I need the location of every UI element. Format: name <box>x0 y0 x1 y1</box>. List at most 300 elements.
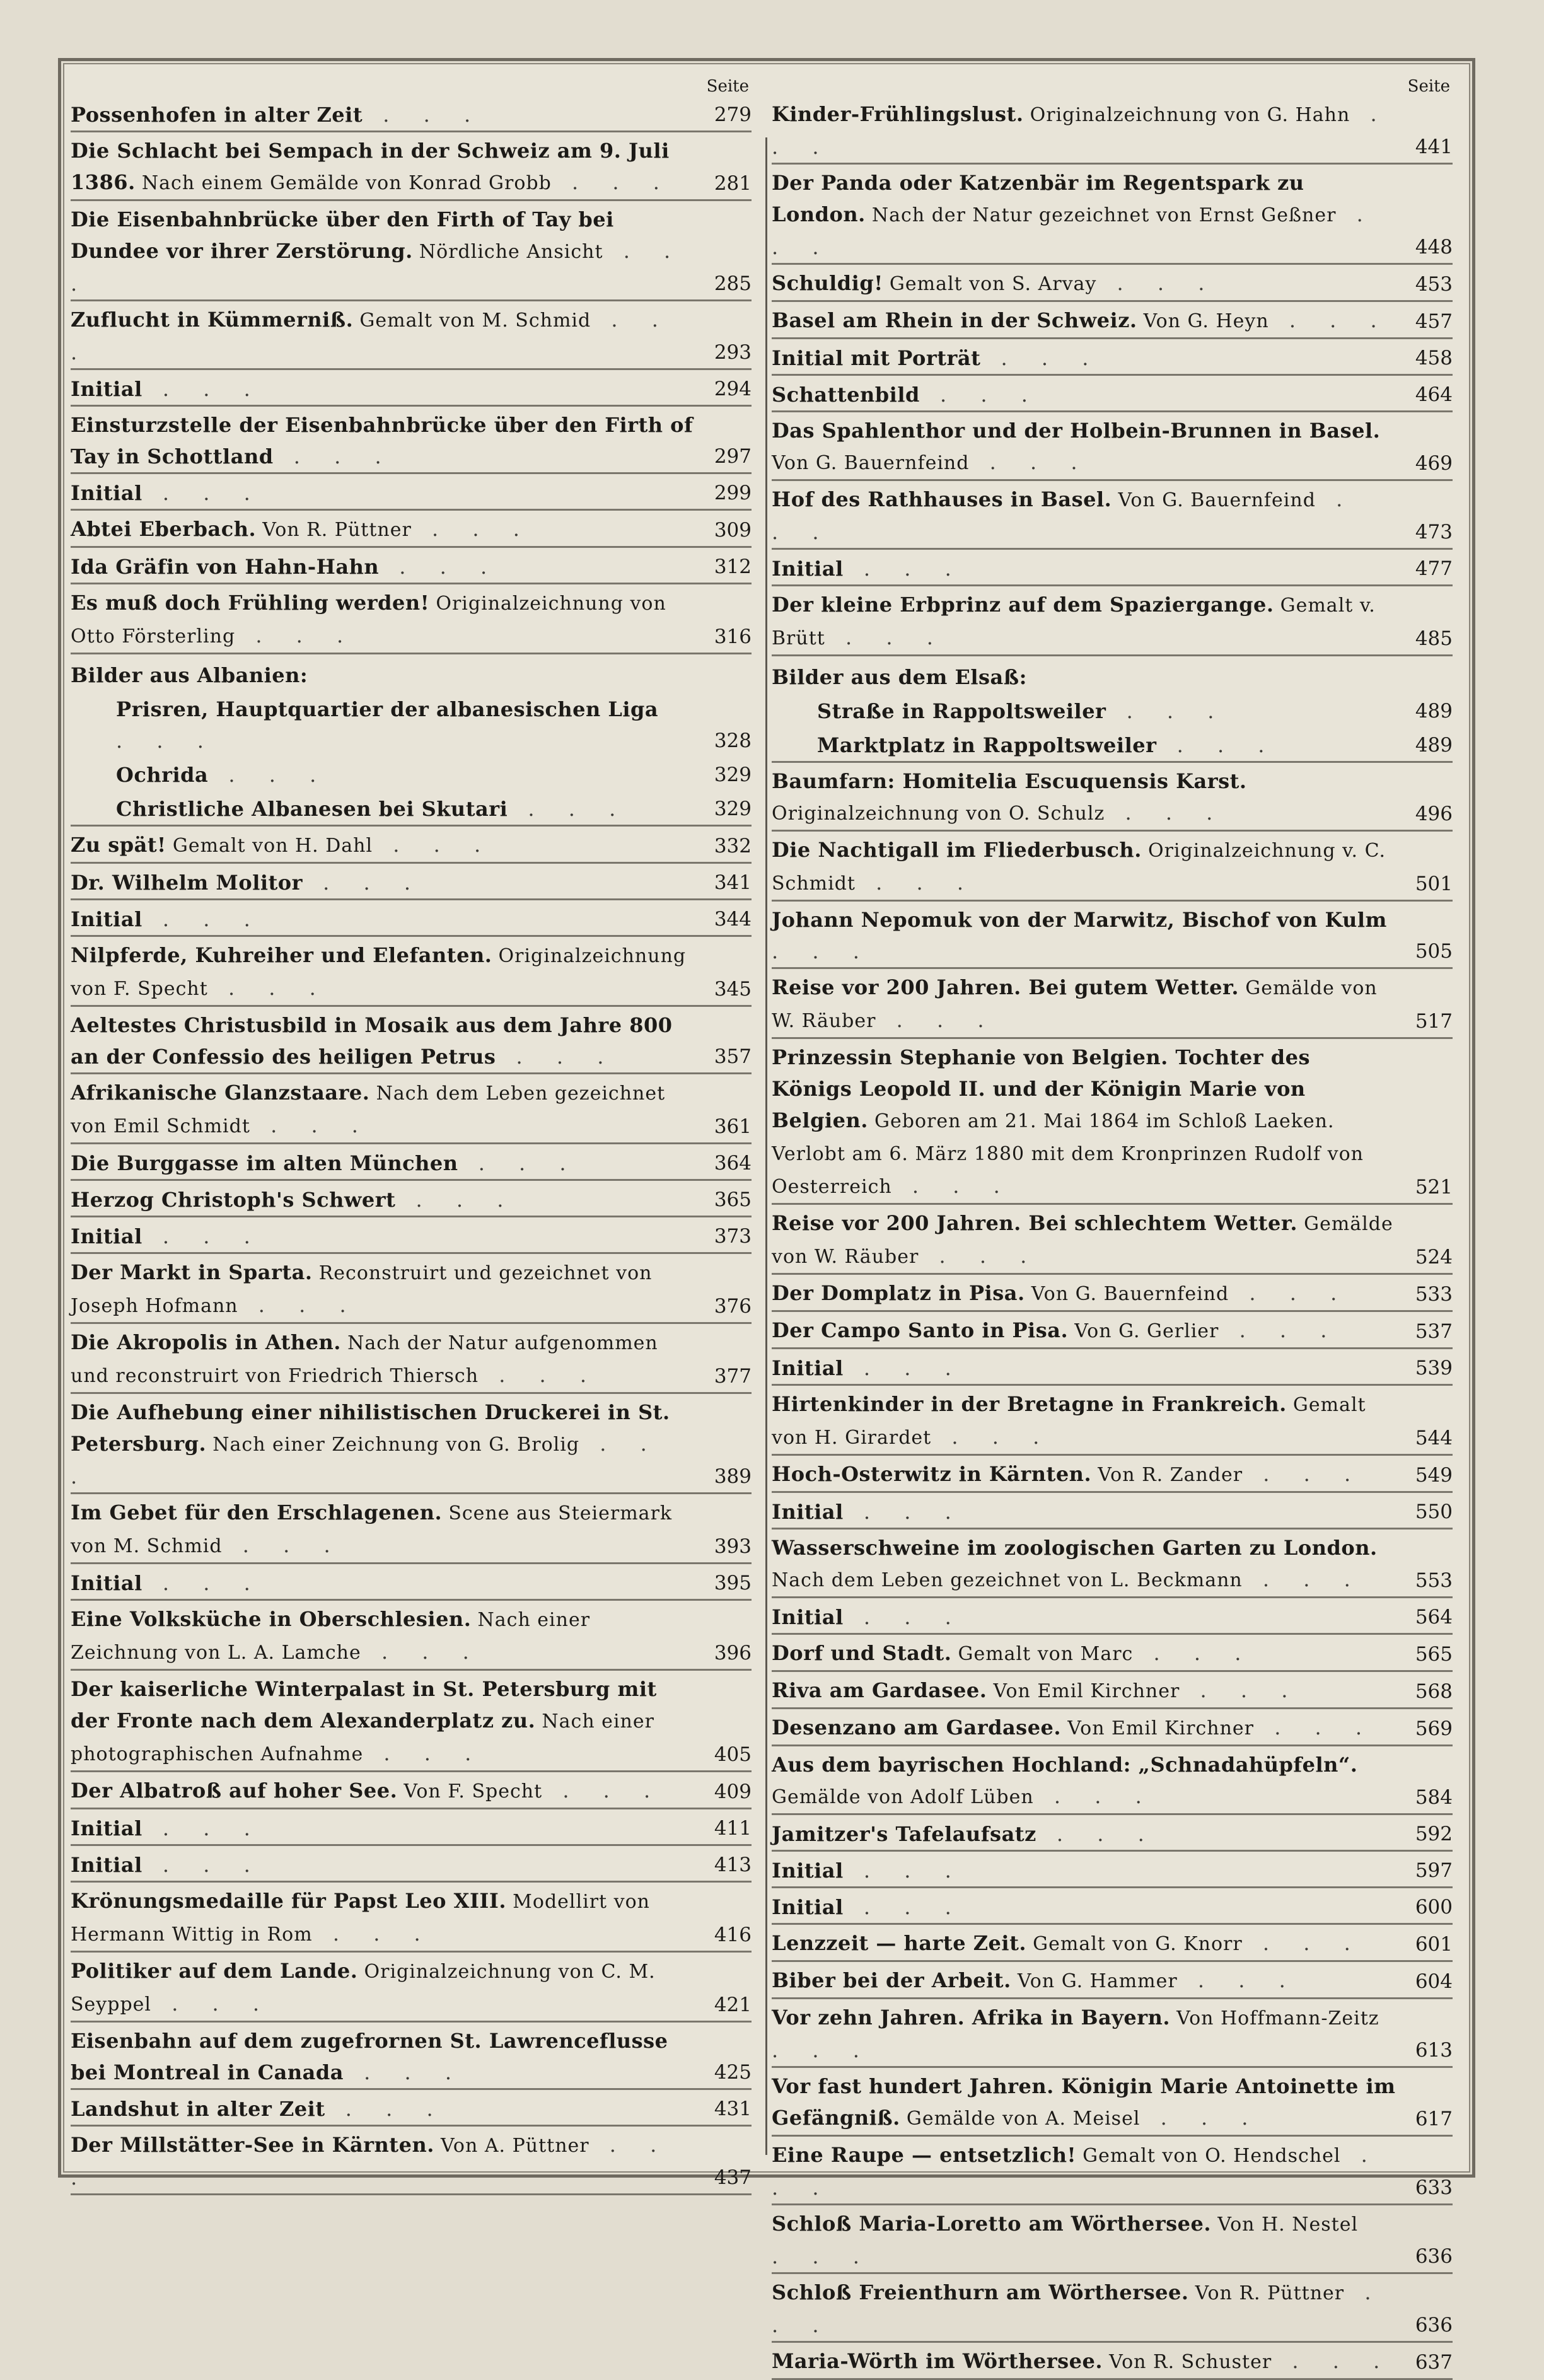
page-number: 597 <box>1415 1859 1453 1882</box>
entry-title: Riva am Gardasee. <box>772 1678 987 1702</box>
page-number: 279 <box>714 103 752 126</box>
entry-description: Nach einem Gemälde von Konrad Grobb <box>141 172 552 194</box>
entry-text <box>772 1458 1408 1491</box>
toc-entry <box>71 691 752 757</box>
page-number: 441 <box>1415 136 1453 158</box>
toc-entry <box>71 1953 752 2023</box>
entry-title: Abtei Eberbach. <box>71 517 257 541</box>
entry-description: Nach einer photographischen Aufnahme <box>71 1710 654 1765</box>
page-number: 617 <box>1415 2108 1453 2130</box>
page-number: 489 <box>1415 700 1453 723</box>
toc-entry <box>772 2205 1453 2274</box>
toc-column-left <box>71 77 752 2195</box>
entry-text <box>71 903 707 935</box>
toc-entries-left <box>71 96 752 2195</box>
toc-entry <box>71 1217 752 1254</box>
entry-text <box>772 2139 1408 2203</box>
entry-text <box>772 305 1408 337</box>
page-number: 299 <box>714 482 752 504</box>
page-number: 517 <box>1415 1010 1453 1033</box>
entry-text <box>772 1352 1408 1384</box>
toc-entry <box>71 1324 752 1394</box>
toc-entry <box>71 201 752 301</box>
entry-text <box>71 304 707 368</box>
toc-entry <box>772 550 1453 586</box>
entry-text <box>772 2345 1408 2378</box>
entry-description: Von G. Gerlier <box>1074 1320 1219 1342</box>
dot-leader: . . . <box>363 103 485 127</box>
page-number: 405 <box>714 1743 752 1766</box>
entry-text <box>71 793 707 825</box>
entry-title: Dorf und Stadt. <box>772 1641 952 1665</box>
page-number: 285 <box>714 272 752 295</box>
page-number: 469 <box>1415 452 1453 475</box>
entry-title: Die Eisenbahnbrücke über den Firth of Tay bei Dundee vor ihrer Zerstörung. <box>71 207 614 263</box>
entry-description: Gemalt von S. Arvay <box>889 273 1097 295</box>
dot-leader: . . . <box>551 170 673 194</box>
dot-leader: . . . <box>343 2060 465 2084</box>
entry-text <box>772 2277 1408 2341</box>
dot-leader: . . . <box>1156 733 1279 757</box>
toc-entry <box>71 474 752 511</box>
dot-leader: . . . <box>71 2133 671 2190</box>
entry-description: Nach einer Zeichnung von L. A. Lamche <box>71 1609 591 1664</box>
page-number: 633 <box>1415 2176 1453 2199</box>
entry-title: Der Campo Santo in Pisa. <box>772 1318 1069 1342</box>
entry-text <box>772 1601 1408 1633</box>
entry-text <box>71 1813 707 1844</box>
page-number: 489 <box>1415 734 1453 757</box>
dot-leader: . . . <box>312 1922 434 1946</box>
page-number: 464 <box>1415 383 1453 406</box>
dot-leader: . . . <box>496 1045 618 1069</box>
entry-description: Nach der Natur gezeichnet von Ernst Geßner <box>871 204 1337 226</box>
entry-title: Bilder aus Albanien: <box>71 663 308 687</box>
toc-entry <box>772 832 1453 902</box>
toc-entry <box>71 2023 752 2090</box>
entry-title: Initial <box>71 1224 142 1248</box>
toc-entry <box>772 2343 1453 2380</box>
entry-text <box>71 1184 707 1216</box>
entry-title: Baumfarn: Homitelia Escuquensis Karst. <box>772 769 1247 793</box>
dot-leader: . . . <box>142 1571 264 1595</box>
page-number: 501 <box>1415 873 1453 895</box>
dot-leader: . . . <box>855 871 978 895</box>
column-divider <box>765 137 767 2155</box>
toc-entry <box>71 1181 752 1217</box>
dot-leader: . . . <box>843 1895 965 1919</box>
page-number: 437 <box>714 2166 752 2189</box>
entry-description: Von R. Zander <box>1098 1464 1243 1486</box>
entry-text <box>772 379 1408 410</box>
entry-text <box>772 2002 1408 2066</box>
entry-title: Landshut in alter Zeit <box>71 2097 325 2121</box>
page-number: 396 <box>714 1642 752 1664</box>
toc-entry <box>772 586 1453 656</box>
entry-description: Von G. Bauernfeind <box>772 452 970 474</box>
toc-entry <box>71 1671 752 1772</box>
entry-text <box>71 759 707 791</box>
entry-title: Prisren, Hauptquartier der albanesischen Liga <box>116 697 659 721</box>
dot-leader: . . . <box>1180 1678 1302 1702</box>
entry-text <box>772 1388 1408 1454</box>
entry-text <box>772 1496 1408 1528</box>
entry-title: Johann Nepomuk von der Marwitz, Bischof von Kulm <box>772 908 1387 932</box>
entry-text <box>772 1675 1408 1707</box>
entry-description: Von R. Püttner <box>262 519 412 541</box>
entry-text <box>772 1277 1408 1310</box>
dot-leader: . . . <box>458 1151 580 1175</box>
entry-title: Das Spahlenthor und der Holbein-Brunnen in Basel. <box>772 419 1381 443</box>
entry-text <box>71 409 707 472</box>
dot-leader: . . . <box>1243 1462 1365 1486</box>
entry-title: Die Schlacht bei Sempach in der Schweiz am 9. Juli 1386. <box>71 139 670 194</box>
page-number: 592 <box>1415 1823 1453 1845</box>
toc-entry <box>71 1772 752 1809</box>
toc-entry <box>71 96 752 132</box>
page-number: 361 <box>714 1115 752 1138</box>
page-number: 309 <box>714 519 752 542</box>
entry-text <box>71 587 707 653</box>
page-number: 636 <box>1415 2314 1453 2336</box>
entry-text <box>772 695 1408 727</box>
dot-leader: . . . <box>142 377 264 401</box>
entry-description: Gemalt von Marc <box>958 1643 1134 1665</box>
dot-leader: . . . <box>71 239 685 296</box>
entry-text <box>71 2093 707 2125</box>
entry-title: Vor fast hundert Jahren. Königin Marie Antoinette im Gefängniß. <box>772 2074 1396 2130</box>
toc-entry <box>772 1999 1453 2068</box>
entry-title: Der Markt in Sparta. <box>71 1260 313 1284</box>
entry-title: Hoch-Osterwitz in Kärnten. <box>772 1462 1092 1486</box>
entry-text <box>772 1749 1408 1813</box>
entry-text <box>71 1603 707 1669</box>
entry-text <box>772 729 1408 761</box>
entry-title: Der kaiserliche Winterpalast in St. Petersburg mit der Fronte nach dem Alexanderplatz zu. <box>71 1677 657 1733</box>
page-number: 521 <box>1415 1176 1453 1199</box>
dot-leader: . . . <box>919 383 1042 407</box>
toc-entry <box>71 370 752 407</box>
entry-title: Jamitzer's Tafelaufsatz <box>772 1822 1036 1846</box>
entry-text <box>772 589 1408 654</box>
entry-description: Von R. Püttner <box>1195 2282 1345 2304</box>
entry-text <box>772 2070 1408 2135</box>
entry-text <box>71 867 707 898</box>
entry-description: Nach einer Zeichnung von G. Brolig <box>212 1434 580 1456</box>
page-number: 416 <box>714 1924 752 1946</box>
toc-entry <box>772 165 1453 265</box>
entry-text <box>772 342 1408 374</box>
entry-title: Politiker auf dem Lande. <box>71 1959 358 1983</box>
entry-title: Ida Gräfin von Hahn-Hahn <box>71 555 380 579</box>
entry-title: Kinder-Frühlingslust. <box>772 102 1024 126</box>
dot-leader: . . . <box>395 1188 518 1212</box>
dot-leader: . . . <box>1036 1822 1158 1846</box>
toc-entry <box>772 902 1453 969</box>
entry-text <box>71 135 707 199</box>
entry-text <box>772 1855 1408 1886</box>
toc-entry <box>71 757 752 791</box>
toc-entry <box>772 1672 1453 1709</box>
entry-description: Von F. Specht <box>403 1780 543 1802</box>
page-number: 550 <box>1415 1501 1453 1523</box>
toc-entry <box>772 1962 1453 1999</box>
page-number: 395 <box>714 1572 752 1594</box>
entry-title: Schloß Freienthurn am Wörthersee. <box>772 2280 1189 2304</box>
entry-title: Aus dem bayrischen Hochland: „Schnadahüpfeln“. <box>772 1753 1358 1777</box>
page-number: 553 <box>1415 1569 1453 1592</box>
entry-title: Nilpferde, Kuhreiher und Elefanten. <box>71 943 492 967</box>
page-number: 281 <box>714 172 752 195</box>
page-number: 316 <box>714 625 752 648</box>
entry-text <box>71 551 707 583</box>
entry-description: Modellirt von Hermann Wittig in Rom <box>71 1891 650 1946</box>
toc-entry <box>772 376 1453 412</box>
dot-leader: . . . <box>71 308 672 364</box>
entry-text <box>772 1637 1408 1670</box>
entry-title: Vor zehn Jahren. Afrika in Bayern. <box>772 2006 1170 2029</box>
dot-leader: . . . <box>1229 1281 1351 1305</box>
entry-text <box>772 765 1408 830</box>
entry-title: Basel am Rhein in der Schweiz. <box>772 308 1137 332</box>
entry-text <box>772 1712 1408 1744</box>
toc-entry <box>71 2090 752 2127</box>
dot-leader: . . . <box>772 2038 873 2062</box>
entry-text <box>71 2129 707 2193</box>
toc-entry <box>71 937 752 1007</box>
toc-entry <box>772 1746 1453 1815</box>
entry-title: Initial <box>772 1859 844 1883</box>
entry-text <box>71 1396 707 1492</box>
entry-text <box>71 1009 707 1072</box>
page-number: 393 <box>714 1535 752 1558</box>
page-number: 533 <box>1415 1283 1453 1306</box>
entry-description: Gemälde von W. Räuber <box>772 1213 1393 1268</box>
dot-leader: . . . <box>208 763 330 787</box>
entry-description: Gemalt von H. Girardet <box>772 1394 1366 1449</box>
toc-entry <box>71 1494 752 1564</box>
toc-entry <box>71 2127 752 2195</box>
entry-description: Gemälde von W. Räuber <box>772 977 1378 1032</box>
entry-title: Initial <box>772 1895 844 1919</box>
toc-entry <box>772 339 1453 376</box>
entry-text <box>772 1042 1408 1203</box>
page-number: 505 <box>1415 940 1453 963</box>
entry-title: Initial <box>71 1816 142 1840</box>
page-number: 496 <box>1415 803 1453 825</box>
page-number: 413 <box>714 1854 752 1876</box>
page-number: 600 <box>1415 1896 1453 1919</box>
toc-entry <box>71 864 752 900</box>
page-number: 565 <box>1415 1643 1453 1666</box>
toc-entry <box>71 407 752 474</box>
entry-title: Der Domplatz in Pisa. <box>772 1281 1025 1305</box>
dot-leader: . . . <box>772 2143 1381 2200</box>
dot-leader: . . . <box>142 1816 264 1840</box>
page-number: 584 <box>1415 1786 1453 1809</box>
entry-title: Der Albatroß auf hoher See. <box>71 1779 398 1802</box>
toc-entry <box>772 2274 1453 2343</box>
page-number: 332 <box>714 835 752 857</box>
entry-title: Schloß Maria-Loretto am Wörthersee. <box>772 2212 1212 2236</box>
dot-leader: . . . <box>207 976 330 1000</box>
entry-title: Krönungsmedaille für Papst Leo XIII. <box>71 1889 506 1913</box>
page-number: 373 <box>714 1225 752 1248</box>
entry-title: Reise vor 200 Jahren. Bei gutem Wetter. <box>772 975 1239 999</box>
entry-title: Aeltestes Christusbild in Mosaik aus dem Jahre 800 an der Confessio des heiligen Petrus <box>71 1013 673 1069</box>
toc-entry <box>772 1205 1453 1275</box>
toc-entry <box>772 656 1453 693</box>
dot-leader: . . . <box>479 1363 601 1387</box>
page-number: 539 <box>1415 1357 1453 1379</box>
page-number: 376 <box>714 1295 752 1318</box>
dot-leader: . . . <box>843 1605 965 1629</box>
entry-title: Schattenbild <box>772 383 920 407</box>
entry-title: Die Burggasse im alten München <box>71 1151 458 1175</box>
entry-text <box>772 834 1408 900</box>
dot-leader: . . . <box>1219 1318 1341 1342</box>
entry-description: Gemalt v. Brütt <box>772 595 1376 649</box>
toc-entry <box>71 301 752 370</box>
entry-description: Von H. Nestel <box>1217 2214 1359 2236</box>
entry-title: Die Akropolis in Athen. <box>71 1330 341 1354</box>
toc-entry <box>772 1386 1453 1456</box>
entry-text <box>71 2025 707 2088</box>
entry-description: Von R. Schuster <box>1109 2351 1272 2373</box>
entry-title: Initial <box>71 481 142 505</box>
entry-title: Es muß doch Frühling werden! <box>71 591 430 615</box>
toc-entry <box>71 1809 752 1846</box>
dot-leader: . . . <box>302 871 425 895</box>
toc-entry <box>71 1007 752 1074</box>
entry-title: Der Millstätter-See in Kärnten. <box>71 2133 434 2157</box>
dot-leader: . . . <box>361 1640 483 1664</box>
dot-leader: . . . <box>71 1432 661 1489</box>
dot-leader: . . . <box>411 517 533 541</box>
page-number: 425 <box>714 2061 752 2084</box>
entry-text <box>71 1885 707 1951</box>
page-number: 453 <box>1415 273 1453 296</box>
toc-entry <box>71 1254 752 1324</box>
dot-leader: . . . <box>1242 1567 1364 1591</box>
entry-title: Die Nachtigall im Fliederbusch. <box>772 838 1142 862</box>
page-number: 569 <box>1415 1717 1453 1740</box>
entry-description: Von G. Bauernfeind <box>1031 1283 1229 1305</box>
page-number: 568 <box>1415 1680 1453 1703</box>
dot-leader: . . . <box>843 1500 965 1524</box>
entry-text <box>71 1221 707 1252</box>
page-number: 448 <box>1415 236 1453 258</box>
dot-leader: . . . <box>325 2097 447 2121</box>
toc-entry <box>71 791 752 827</box>
page-number: 329 <box>714 798 752 820</box>
entry-title: Biber bei der Arbeit. <box>772 1968 1011 1992</box>
toc-entry <box>71 1074 752 1144</box>
dot-leader: . . . <box>142 1224 264 1248</box>
dot-leader: . . . <box>142 481 264 505</box>
entry-text <box>772 2208 1408 2272</box>
dot-leader: . . . <box>1140 2106 1262 2130</box>
entry-description: Nach dem Leben gezeichnet von L. Beckmann <box>772 1569 1243 1591</box>
dot-leader: . . . <box>772 2244 873 2268</box>
entry-text <box>772 1532 1408 1596</box>
toc-entry <box>772 2137 1453 2205</box>
toc-entry <box>772 1815 1453 1852</box>
page-number: 377 <box>714 1365 752 1388</box>
page-number: 421 <box>714 1994 752 2016</box>
toc-entry <box>71 548 752 584</box>
page-number: 341 <box>714 871 752 894</box>
page-number: 389 <box>714 1465 752 1488</box>
entry-title: Eine Raupe — entsetzlich! <box>772 2143 1076 2167</box>
entry-description: Von G. Heyn <box>1143 310 1269 332</box>
dot-leader: . . . <box>142 907 264 931</box>
entry-title: Bilder aus dem Elsaß: <box>772 665 1027 689</box>
entry-title: Der kleine Erbprinz auf dem Spaziergange. <box>772 593 1274 617</box>
toc-entry <box>772 481 1453 550</box>
seite-header: Seite <box>706 77 749 96</box>
page-number: 544 <box>1415 1427 1453 1449</box>
entry-title: Initial <box>772 1605 844 1629</box>
entry-title: Schuldig! <box>772 271 883 295</box>
dot-leader: . . . <box>1133 1641 1255 1665</box>
entry-description: Von G. Bauernfeind <box>1118 489 1316 511</box>
entry-title: Ochrida <box>116 763 209 787</box>
dot-leader: . . . <box>772 939 873 963</box>
page-number: 312 <box>714 555 752 578</box>
entry-text <box>71 204 707 299</box>
page-number: 473 <box>1415 521 1453 543</box>
entry-description: Von Emil Kirchner <box>1067 1717 1255 1739</box>
entry-text <box>71 694 707 757</box>
toc-entry <box>772 1456 1453 1493</box>
toc-entry <box>772 265 1453 302</box>
entry-text <box>71 99 707 131</box>
entry-title: Hof des Rathhauses in Basel. <box>772 487 1112 511</box>
toc-entry <box>71 1883 752 1953</box>
toc-entry <box>772 969 1453 1039</box>
entry-text <box>772 1207 1408 1273</box>
page-number: 364 <box>714 1152 752 1175</box>
toc-entry <box>772 1275 1453 1312</box>
entry-text <box>71 1849 707 1881</box>
entry-text <box>71 373 707 405</box>
dot-leader: . . . <box>235 624 357 647</box>
entry-description: Von A. Püttner <box>441 2135 589 2157</box>
entry-text <box>71 1497 707 1562</box>
entry-title: Der Panda oder Katzenbär im Regentspark zu London. <box>772 171 1304 226</box>
entry-text <box>71 1567 707 1599</box>
entry-text <box>772 1818 1408 1850</box>
toc-entry <box>71 654 752 691</box>
entry-title: Initial <box>772 557 844 581</box>
dot-leader: . . . <box>931 1425 1054 1449</box>
entry-title: Initial mit Porträt <box>772 346 981 370</box>
toc-entry <box>772 412 1453 481</box>
dot-leader: . . . <box>238 1293 360 1317</box>
dot-leader: . . . <box>373 833 495 857</box>
dot-leader: . . . <box>969 450 1091 474</box>
page-number: 431 <box>714 2098 752 2120</box>
dot-leader: . . . <box>363 1741 485 1765</box>
entry-title: Eine Volksküche in Oberschlesien. <box>71 1607 472 1631</box>
page-number: 344 <box>714 908 752 931</box>
toc-entry <box>772 96 1453 165</box>
toc-entry <box>71 511 752 548</box>
entry-text <box>71 1077 707 1142</box>
entry-description: Originalzeichnung von F. Specht <box>71 945 687 1000</box>
entry-title: Einsturzstelle der Eisenbahnbrücke über den Firth of Tay in Schottland <box>71 413 694 468</box>
